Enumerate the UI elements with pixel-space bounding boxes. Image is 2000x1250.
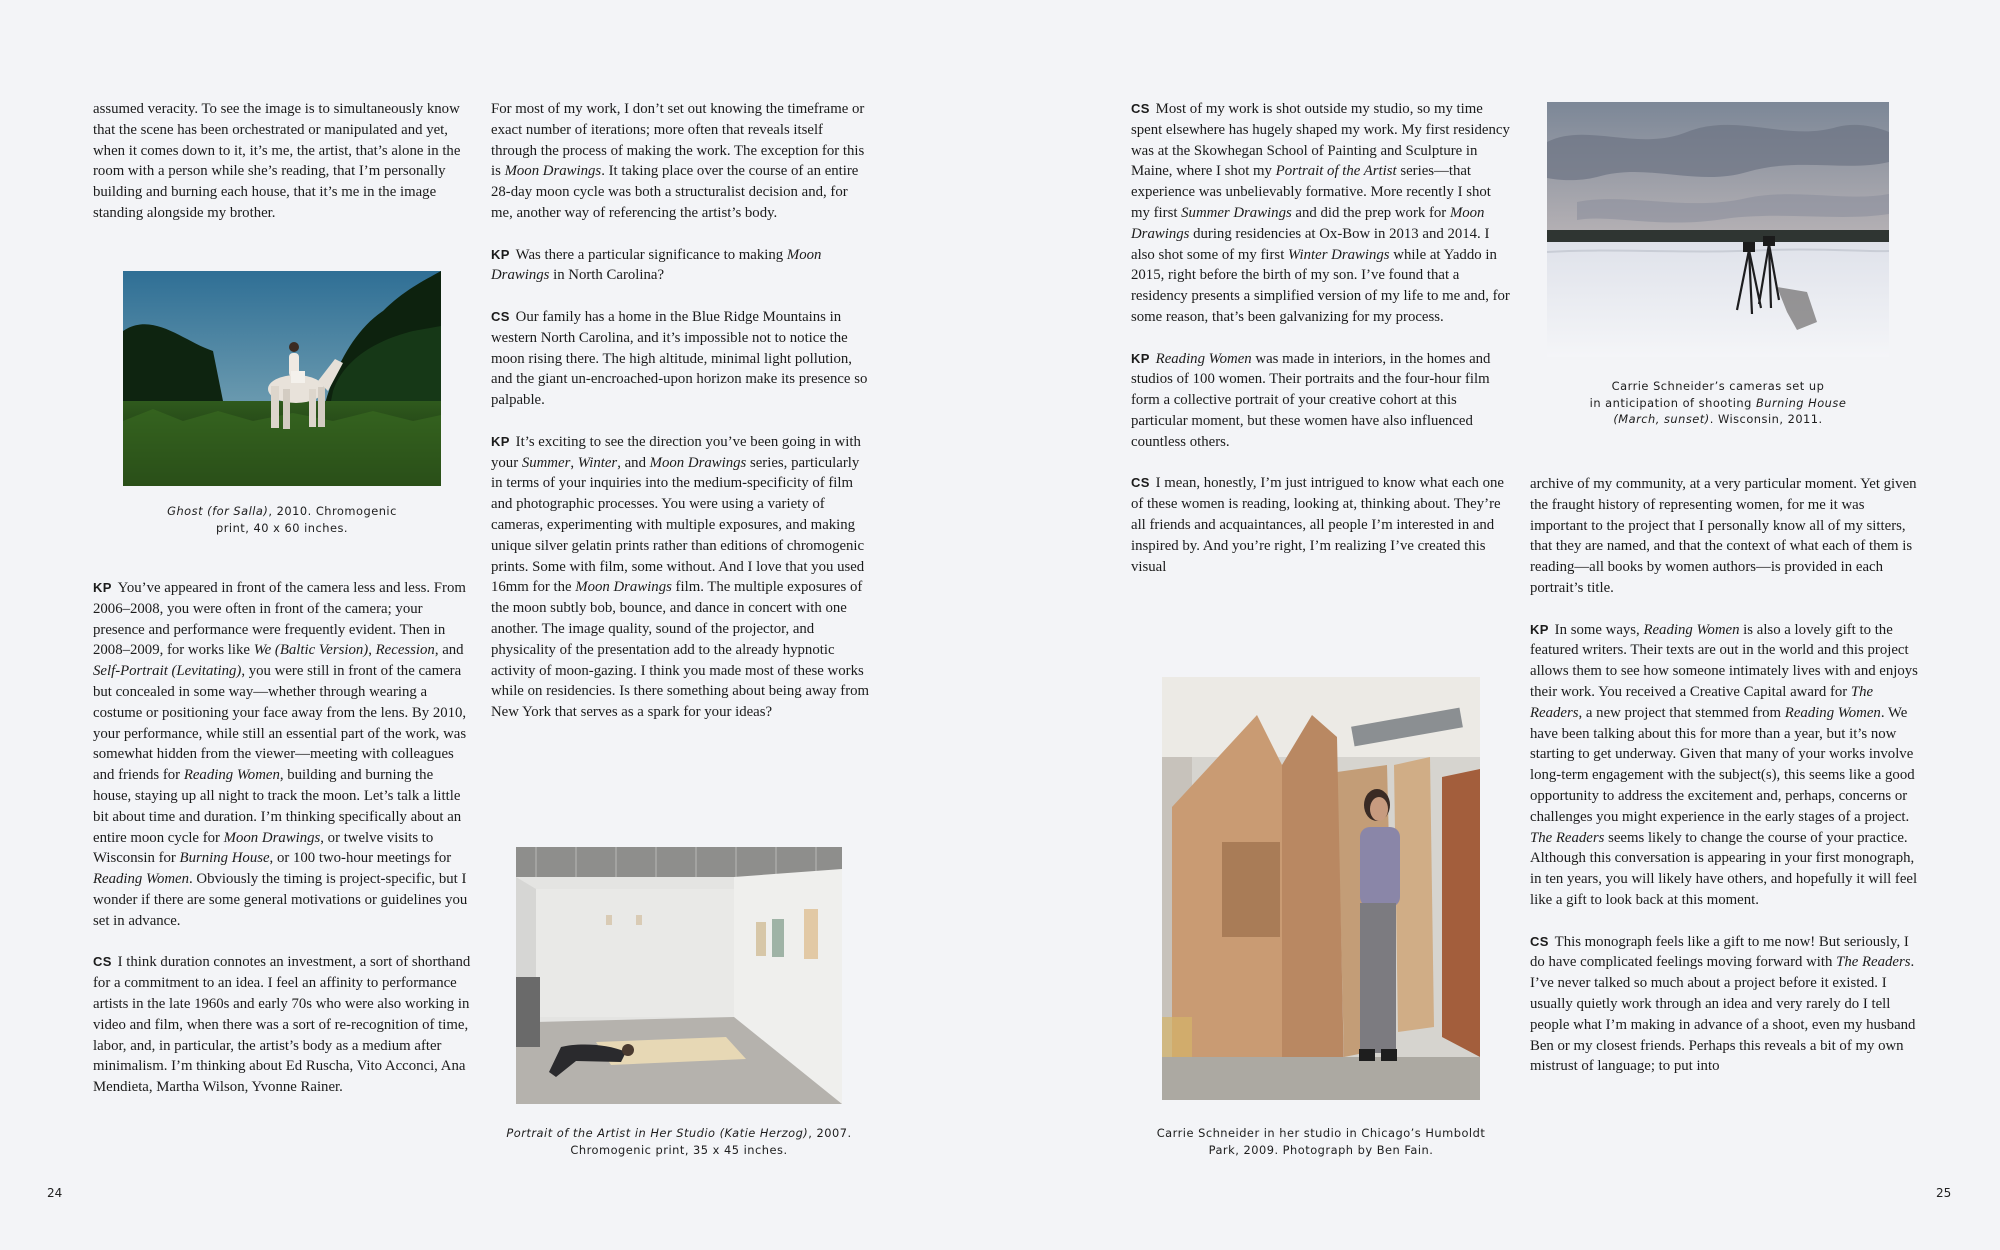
caption-line — [1547, 411, 1889, 428]
italic-title: Moon Drawings — [1131, 204, 1485, 242]
text-run: You’ve appeared in front of the camera less and less. From 2006–2008, you were often in front of the camera; your presence and performance were frequently evident. Then in 2008–2009, for works like — [93, 580, 466, 659]
paragraph — [1131, 473, 1511, 577]
italic-title: The Readers — [1836, 954, 1911, 971]
speaker-label: KP — [491, 433, 510, 449]
studio-portrait-photo — [516, 847, 842, 1104]
text-run: . We have been talking about this for more than a year, but it’s now starting to get underway. Given that many of your works involve long-term engagement with the subject(s), this seems like a good opportunity to address the excitement and, perhaps, concerns or challenges you might experience in the early stages of a project. — [1530, 704, 1915, 825]
paragraph — [491, 432, 871, 723]
text-run: It’s exciting to see the direction you’ve been going in with your — [491, 433, 861, 471]
caption-line — [486, 1142, 872, 1159]
page-number-right: 25 — [1936, 1186, 1952, 1200]
speaker-label: KP — [1530, 621, 1549, 637]
text-run: assumed veracity. To see the image is to simultaneously know that the scene has been orchestrated or manipulated and yet, when it comes down to it, it’s me, the artist, that’s alone in the room with a person while she’s reading, that I’m personally building and burning each house, that it’s me in the image standing alongside my brother. — [93, 101, 461, 221]
text-run: in North Carolina? — [549, 267, 665, 284]
text-run: during residencies at Ox-Bow in 2013 and 2014. I also shot some of my first — [1131, 225, 1490, 263]
caption-line — [1131, 1142, 1511, 1159]
caption-line — [123, 520, 441, 537]
paragraph — [491, 307, 871, 411]
italic-title: Reading Women — [183, 767, 280, 784]
italic-title: Reading Women — [1155, 350, 1252, 367]
italic-title: Moon Drawings — [504, 163, 602, 180]
caption-line — [486, 1125, 872, 1142]
speaker-label: KP — [1131, 350, 1150, 366]
text-run: is also a lovely gift to the featured writers. Their texts are out in the world and this project allows them to see how someone intimately lives with and enjoys their work. You received a Creative Capital award for — [1530, 621, 1918, 700]
right-page — [1000, 0, 2000, 1250]
text-run: , building and burning the house, staying up all night to track the moon. Let’s talk a little bit about time and duration. I’m thinking specifically about an entire moon cycle for — [93, 767, 462, 846]
text-run: . Obviously the timing is project-specific, but I wonder if there are some general motivations or guidelines you set in advance. — [93, 871, 468, 929]
paragraph — [1530, 474, 1920, 599]
paragraph — [93, 952, 473, 1098]
italic-title: The Readers — [1530, 829, 1605, 846]
text-run: while at Yaddo in 2015, right before the birth of my son. I’ve found that a residency presents a simplified version of my life to me and, for some reason, that’s been galvanizing for my process. — [1131, 246, 1510, 325]
text-run: For most of my work, I don’t set out knowing the timeframe or exact number of iterations; more often that reveals itself through the process of making the work. The exception for this is — [491, 101, 865, 180]
text-run: series, particularly in terms of your inquiries into the medium-specificity of film and photographic processes. You were using a variety of cameras, experimenting with multiple exposures, and making unique silver gelatin prints rather than editions of chromogenic prints. Some with film, some without. And I love that you used 16mm for the — [491, 454, 865, 596]
text-run: , 2007. — [808, 1126, 852, 1140]
italic-title: Portrait of the Artist — [1275, 163, 1397, 180]
text-run: , and — [617, 454, 650, 471]
speaker-label: CS — [1131, 475, 1150, 491]
text-run: film. The multiple exposures of the moon subtly bob, bounce, and dance in concert with one another. The image quality, sound of the projector, and physicality of the presentation add to the already hypnotic activity of moon-gazing. I think you made most of these works while on residencies. Is there something about being away from New York that serves as a spark for your ideas? — [491, 579, 870, 721]
text-run: , you were still in front of the camera but concealed in some way—whether through wearing a costume or positioning your face away from the lens. By 2010, your performance, while still an essential part of the work, was somewhat hidden from the viewer—meeting with colleagues and friends for — [93, 663, 467, 784]
caption-line — [1547, 395, 1889, 412]
italic-title: The Readers — [1530, 683, 1874, 721]
text-run: , or twelve visits to Wisconsin for — [93, 829, 434, 867]
left-column-1-top — [93, 99, 473, 224]
text-run: and did the prep work for — [1291, 204, 1450, 221]
caption-line — [123, 503, 441, 520]
text-run: , a new project that stemmed from — [1578, 704, 1785, 721]
text-run: Our family has a home in the Blue Ridge Mountains in western North Carolina, and it’s impossible not to notice the moon rising there. The high altitude, minimal light pollution, and the giant un-encroached-upon horizon make its presence so palpable. — [491, 308, 868, 409]
text-run: in anticipation of shooting — [1589, 395, 1756, 410]
text-run: I think duration connotes an investment, a sort of shorthand for a commitment to an idea. I feel an affinity to performance artists in the late 1960s and early 70s who were also working in video and film, when there was a sort of re-recognition of time, labor, and, in particular, the artist’s body as a medium after minimalism. I’m thinking about Ed Ruscha, Vito Acconci, Ana Mendieta, Martha Wilson, Yvonne Rainer. — [93, 954, 471, 1096]
ghost-photo — [123, 271, 441, 486]
speaker-label: CS — [93, 954, 112, 970]
italic-title: Ghost (for Salla) — [167, 504, 269, 518]
left-column-1-bottom — [93, 578, 473, 1098]
text-run: , and — [434, 642, 464, 659]
italic-title: We (Baltic Version) — [253, 642, 369, 659]
text-run: , or 100 two-hour meetings for — [269, 850, 452, 867]
speaker-label: KP — [491, 246, 510, 262]
italic-title: Winter Drawings — [1288, 246, 1390, 263]
caption-winter-cameras — [1547, 378, 1889, 428]
italic-title: Moon Drawings — [649, 454, 747, 471]
caption-line — [1547, 378, 1889, 395]
paragraph — [1530, 620, 1920, 911]
text-run: Was there a particular significance to making — [515, 246, 787, 263]
italic-title: Burning House — [1755, 395, 1847, 410]
text-run: This monograph feels like a gift to me now! But seriously, I do have complicated feelings moving forward with — [1530, 933, 1909, 971]
text-run: , 2010. Chromogenic — [268, 504, 397, 518]
paragraph — [1131, 99, 1511, 328]
speaker-label: KP — [93, 580, 112, 595]
italic-title: Reading Women — [1643, 621, 1740, 638]
italic-title: Portrait of the Artist in Her Studio (Katie Herzog) — [506, 1126, 809, 1140]
text-run: print, 40 x 60 inches. — [215, 520, 349, 535]
italic-title: Reading Women — [93, 871, 190, 888]
text-run: seems likely to change the course of your practice. Although this conversation is appearing in your first monograph, in ten years, you will likely have others, and hopefully it will feel like a gift to look back at this moment. — [1530, 829, 1918, 908]
caption-studio-portrait — [486, 1125, 872, 1158]
italic-title: (March, sunset) — [1613, 412, 1710, 427]
italic-title: Moon Drawings — [491, 246, 822, 284]
text-run: Most of my work is shot outside my studio, so my time spent elsewhere has hugely shaped my work. My first residency was at the Skowhegan School of Painting and Sculpture in Maine, where I shot my — [1131, 101, 1510, 180]
paragraph — [1530, 932, 1920, 1078]
paragraph — [1131, 349, 1511, 453]
speaker-label: CS — [491, 308, 510, 324]
italic-title: Winter — [577, 454, 618, 471]
italic-title: Reading Women — [1784, 704, 1881, 721]
italic-title: Moon Drawings — [223, 829, 321, 846]
italic-title: Summer Drawings — [1181, 204, 1292, 221]
humboldt-studio-photo — [1162, 677, 1480, 1100]
italic-title: Moon Drawings — [575, 579, 672, 596]
italic-title: Summer — [521, 454, 571, 471]
text-run: Park, 2009. Photograph by Ben Fain. — [1208, 1142, 1434, 1157]
italic-title: Recession — [375, 642, 435, 659]
left-column-2 — [491, 99, 871, 723]
paragraph — [491, 99, 871, 224]
text-run: Carrie Schneider in her studio in Chicago’s Humboldt — [1156, 1126, 1486, 1140]
text-run: I mean, honestly, I’m just intrigued to know what each one of these women is reading, looking at, thinking about. They’re all friends and acquaintances, all people I’m interested in and inspired by. And you’re right, I’m realizing I’ve created this visual — [1131, 475, 1504, 575]
italic-title: Self-Portrait (Levitating) — [93, 663, 242, 680]
speaker-label: CS — [1530, 933, 1549, 949]
page-number-left: 24 — [47, 1186, 63, 1200]
winter-cameras-photo — [1547, 102, 1889, 357]
text-run: , — [368, 642, 376, 659]
text-run: . Wisconsin, 2011. — [1709, 412, 1823, 427]
paragraph — [93, 578, 473, 932]
text-run: . I’ve never talked so much about a project before it existed. I usually quietly work through an idea and very rarely do I tell people what I’m making in advance of a shoot, even my husband Ben or my closest friends. Perhaps this reveals a bit of my own mistrust of language; to put into — [1530, 954, 1916, 1075]
text-run: was made in interiors, in the homes and studios of 100 women. Their portraits and the four-hour film form a collective portrait of your creative cohort at this particular moment, but these women have also influenced countless others. — [1131, 350, 1491, 450]
text-run: Carrie Schneider’s cameras set up — [1611, 379, 1825, 393]
caption-line — [1131, 1125, 1511, 1142]
caption-ghost — [123, 503, 441, 536]
text-run: . It taking place over the course of an entire 28-day moon cycle was both a structuralist decision and, for me, another way of referencing the artist’s body. — [491, 163, 859, 221]
right-column-2 — [1530, 474, 1920, 1077]
paragraph — [93, 99, 473, 224]
text-run: archive of my community, at a very particular moment. Yet given the fraught history of representing women, for me it was important to the project that I personally know all of my sitters, that they are named, and that the context of what each of them is reading—all books by women authors—is provided in each portrait’s title. — [1530, 476, 1917, 596]
text-run: In some ways, — [1554, 621, 1644, 638]
text-run: , — [570, 454, 578, 471]
text-run: Chromogenic print, 35 x 45 inches. — [570, 1142, 788, 1157]
text-run: series—that experience was unbelievably formative. More recently I shot my first — [1131, 163, 1491, 221]
speaker-label: CS — [1131, 101, 1150, 116]
paragraph — [491, 245, 871, 287]
right-column-1 — [1131, 99, 1511, 577]
caption-humboldt — [1131, 1125, 1511, 1158]
italic-title: Burning House — [179, 850, 270, 867]
